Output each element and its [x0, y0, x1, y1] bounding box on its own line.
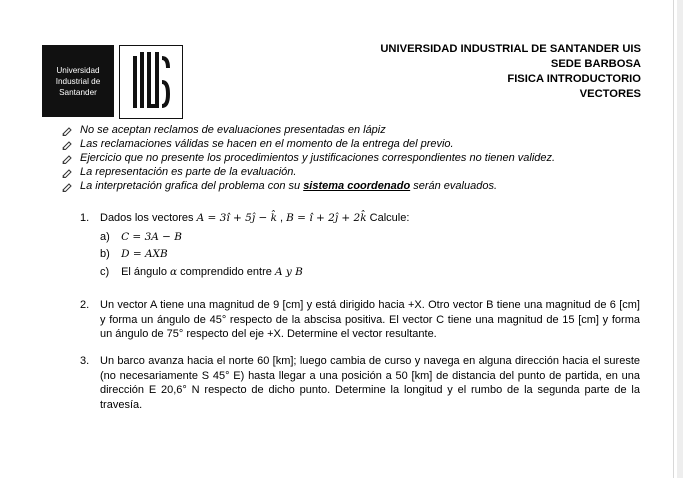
intro-text: Dados los vectores	[100, 212, 197, 224]
pencil-bullet-icon	[62, 154, 73, 164]
question-3	[80, 354, 640, 412]
question-2	[80, 298, 640, 342]
document-header	[380, 42, 641, 102]
vector-b-expression: B = î + 2ĵ + 2k̂	[286, 212, 367, 224]
rule-text: Las reclamaciones válidas se hacen en el momento de la entrega del previo.	[80, 137, 454, 150]
subquestion-expression: A y B	[274, 265, 303, 278]
rule-item	[62, 124, 642, 138]
question-1	[80, 211, 640, 279]
logo-text-line2: Industrial de	[55, 76, 101, 86]
rules-list	[62, 124, 642, 194]
logo-text-line1: Universidad	[56, 65, 100, 75]
rule-text: La representación es parte de la evaluación.	[80, 165, 297, 178]
alpha-symbol: α	[170, 265, 178, 278]
subquestion-expression: D = AXB	[121, 248, 168, 261]
rule-text-before: La interpretación grafica del problema con su	[80, 179, 304, 192]
question-number: 3.	[80, 355, 90, 367]
question-text: Un barco avanza hacia el norte 60 [km]; luego cambia de curso y navega en alguna dirección hacia el sureste (no necesariamente S 45° E) hasta llegar a una posición a 50 [km] de distancia del punto de partida, en una dirección E 20,6° N respecto de dicho punto. Determine la longitud y el rumbo de la segunda parte de la travesía.	[100, 355, 640, 411]
rule-item	[62, 138, 642, 152]
page-edge	[673, 0, 674, 478]
subquestion-label: a)	[100, 230, 110, 243]
question-number: 2.	[80, 299, 90, 311]
header-topic: VECTORES	[579, 88, 641, 100]
header-campus: SEDE BARBOSA	[550, 58, 641, 70]
subquestion-label: b)	[100, 248, 110, 261]
subquestion-label: c)	[100, 265, 110, 278]
rule-text-emphasis: sistema coordenado	[303, 179, 411, 192]
page-margin	[677, 0, 683, 478]
question-number: 1.	[80, 212, 90, 224]
subquestion-text: El ángulo	[121, 265, 170, 278]
uis-emblem-icon	[119, 45, 183, 119]
header-university: UNIVERSIDAD INDUSTRIAL DE SANTANDER UIS	[380, 43, 641, 55]
subquestion-expression: C = 3A − B	[121, 230, 183, 243]
rule-text: Ejercicio que no presente los procedimientos y justificaciones correspondientes no tienen validez.	[80, 151, 556, 164]
header-course: FISICA INTRODUCTORIO	[507, 73, 641, 85]
university-logo	[42, 45, 114, 117]
logo-text-line3: Santander	[59, 87, 97, 97]
rule-text-after: serán evaluados.	[410, 179, 498, 192]
subquestion-c	[100, 265, 640, 280]
question-intro	[100, 211, 640, 226]
calcule-text: Calcule:	[366, 212, 410, 224]
vector-a-expression: A = 3î + 5ĵ − k̂	[196, 212, 277, 224]
pencil-bullet-icon	[62, 168, 73, 178]
rule-item	[62, 166, 642, 180]
question-text: Un vector A tiene una magnitud de 9 [cm] y está dirigido hacia +X. Otro vector B tiene una magnitud de 6 [cm] y forma un ángulo de 45° respecto de la abscisa positiva. El vector C tiene una magnitud de 15 [cm] y forma un ángulo de 75° respecto del eje +X. Determine el vector resultante.	[100, 299, 640, 341]
subquestion-a	[100, 230, 640, 245]
pencil-bullet-icon	[62, 140, 73, 150]
rule-text: No se aceptan reclamos de evaluaciones presentadas en lápiz	[80, 124, 386, 136]
rule-item	[62, 152, 642, 166]
rule-item	[62, 180, 642, 194]
subquestion-b	[100, 247, 640, 262]
pencil-bullet-icon	[62, 126, 73, 136]
separator: ,	[276, 212, 287, 224]
pencil-bullet-icon	[62, 182, 73, 192]
subquestion-text: comprendido entre	[177, 265, 275, 278]
